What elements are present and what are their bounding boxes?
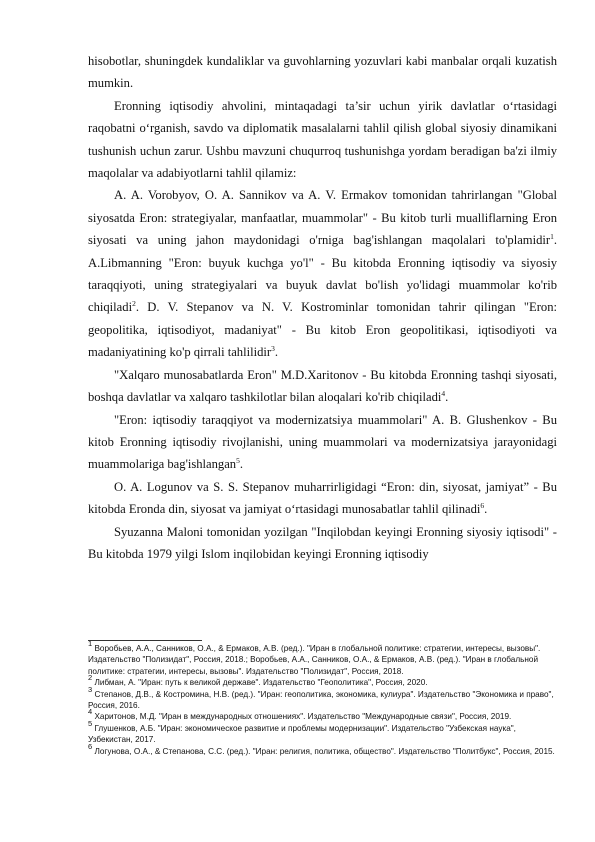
footnote-divider [88, 640, 202, 641]
footnote-number: 5 [88, 718, 93, 728]
paragraph-literature-5: Syuzanna Maloni tomonidan yozilgan "Inqilobdan keyingi Eronning siyosiy iqtisodi" - Bu kitobda 1979 yilgi Islom inqilobidan keyingi Eronning iqtisodiy [88, 524, 557, 561]
paragraph-text: O. A. Logunov va S. S. Stepanov muharrirligidagi “Eron: din, siyosat, jamiyat” - Bu kitobda Eronda din, siyosat va jamiyat o‘rtasidagi munosabatlar tahlil qilinadi [88, 479, 557, 517]
footnote-4 [88, 707, 560, 722]
footnote-text: Либман, А. "Иран: путь к великой державе". Издательство "Геополитика", Россия, 2020. [92, 678, 428, 688]
paragraph-continuation: hisobotlar, shuningdek kundaliklar va guvohlarning yozuvlari kabi manbalar orqali kuzatish mumkin. [88, 54, 557, 91]
paragraph-text: . [274, 345, 278, 360]
paragraph-text: . [239, 457, 244, 472]
footnote-6 [88, 741, 560, 757]
paragraph-text: . [445, 390, 449, 405]
footnote-1 [88, 639, 560, 677]
footnotes [88, 639, 560, 757]
paragraph-literature-1 [88, 184, 557, 363]
footnote-number: 6 [88, 741, 93, 751]
footnote-ref[interactable]: 4 [441, 389, 446, 399]
footnote-text: Логунова, О.А., & Степанова, С.С. (ред.). "Иран: религия, политика, общество". Издательство "Политбукс", Россия, 2015. [92, 746, 555, 756]
footnote-ref[interactable]: 1 [550, 232, 554, 242]
paragraph-intro: Eronning iqtisodiy ahvolini, mintaqadagi ta’sir uchun yirik davlatlar o‘rtasidagi raqobatni o‘rganish, savdo va diplomatik masalalarni tahlil qilish global siyosiy dinamikani tushunish uchun zarur. Ushbu mavzuni chuqurroq tushunishga yordam beradigan ba'zi ilmiy maqolalar va adabiyotlarni tahlil qilamiz: [88, 98, 557, 181]
paragraph-text: "Xalqaro munosabatlarda Eron" M.D.Xaritonov - Bu kitobda Eronning tashqi siyosati, boshqa davlatlar va xalqaro tashkilotlar bilan aloqalari ko'rib chiqiladi [88, 367, 557, 405]
paragraph-literature-4 [88, 476, 557, 521]
paragraph-text: . A.Libmanning "Eron: buyuk kuchga yo'l" - Bu kitobda Eronning iqtisodiy va siyosiy taraqqiyoti, uning strategiyalari va buyuk davlat bo'lish yo'lidagi muammolar ko'rib chiqiladi [88, 233, 557, 315]
paragraph-text: . D. V. Stepanov va N. V. Kostrominlar tomonidan tahrir qilingan "Eron: geopolitika, iqtisodiyot, madaniyat" - Bu kitob Eron geopolitikasi, iqtisodiyoti va madaniyatining ko'p qirrali tahlilidir [88, 300, 557, 360]
paragraph-text: . [484, 502, 488, 517]
footnote-number: 4 [88, 707, 93, 717]
footnote-ref[interactable]: 5 [236, 456, 240, 466]
paragraph-literature-2 [88, 364, 557, 409]
footnote-number: 1 [88, 639, 93, 648]
footnote-ref[interactable]: 2 [132, 299, 136, 309]
footnote-text: Воробьев, А.А., Санников, О.А., & Ермаков, А.В. (ред.). "Иран в глобальной политике: стратегии, интересы, вызовы". Издательство "Полизидат", Россия, 2018.; Воробьев, А.А., Санников, О.А., & Ермаков, А.В. (ред.). "Иран в глобальной политике: стратегии, интересы, вызовы". Издательство "Полизидат", Россия, 2018. [88, 644, 541, 676]
footnote-text: Глушенков, А.Б. "Иран: экономическое развитие и проблемы модернизации". Издательство "Узбекская наука", Узбекистан, 2017. [88, 723, 516, 745]
footnote-text: Степанов, Д.В., & Костромина, Н.В. (ред.). "Иран: геополитика, экономика, кулиура". Издательство "Экономика и право", Россия, 2016. [88, 689, 554, 711]
footnote-number: 3 [88, 684, 93, 694]
paragraph-text: A. A. Vorobyov, O. A. Sannikov va A. V. Ermakov tomonidan tahrirlangan "Global siyosatda Eron: strategiyalar, manfaatlar, muammolar" - Bu kitob turli mualliflarning Eron siyosati va uning jahon maydonidagi o'rniga bag'ishlangan maqolalari to'plamidir [88, 188, 557, 248]
paragraph-text: "Eron: iqtisodiy taraqqiyot va modernizatsiya muammolari" A. B. Glushenkov - Bu kitob Eronning iqtisodiy rivojlanishi, uning muammolari va modernizatsiya jarayonidagi muammolariga bag'ishlangan [88, 412, 557, 472]
footnote-3 [88, 684, 560, 712]
footnote-number: 2 [88, 673, 93, 683]
footnote-ref[interactable]: 6 [480, 501, 485, 511]
paragraph-literature-3 [88, 409, 557, 476]
footnote-text: Харитонов, М.Д. "Иран в международных отношениях". Издательство "Международные связи", Россия, 2019. [92, 712, 512, 722]
footnote-5 [88, 718, 560, 746]
footnote-2 [88, 673, 560, 688]
body-text [88, 50, 557, 565]
footnote-ref[interactable]: 3 [271, 344, 275, 354]
